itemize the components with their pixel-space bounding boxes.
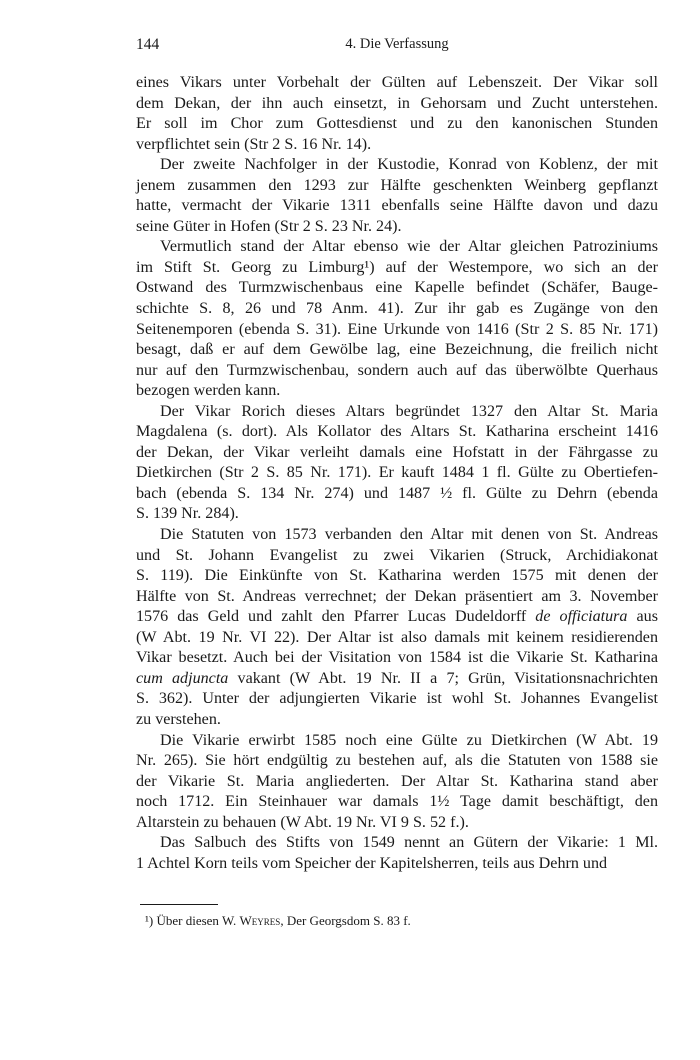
text-line: S. 139 Nr. 284). <box>136 505 239 523</box>
text-line: S. 119). Die Einkünfte von St. Katharina werden 1575 mit denen der <box>136 567 658 585</box>
text-line: (W Abt. 19 Nr. VI 22). Der Altar ist also damals mit keinem residierenden <box>136 628 658 646</box>
text-line: Die Statuten von 1573 verbanden den Altar mit denen von St. Andreas <box>160 526 658 544</box>
text-line: Magdalena (s. dort). Als Kollator des Altars St. Katharina erscheint 1416 <box>136 423 658 441</box>
text-line: jenem zusammen den 1293 zur Hälfte geschenkten Weinberg gepflanzt <box>136 176 658 194</box>
text-line: nur auf den Turmzwischenbau, sondern auch auf das überwölbte Querhaus <box>136 361 658 379</box>
text-line: Die Vikarie erwirbt 1585 noch eine Gülte zu Dietkirchen (W Abt. 19 <box>160 731 658 749</box>
text-line: Der Vikar Rorich dieses Altars begründet 1327 den Altar St. Maria <box>160 402 658 420</box>
text-line: Altarstein zu behauen (W Abt. 19 Nr. VI 9 S. 52 f.). <box>136 813 469 831</box>
text-line: Das Salbuch des Stifts von 1549 nennt an Gütern der Vikarie: 1 Ml. <box>160 834 658 852</box>
text-line: Vikar besetzt. Auch bei der Visitation von 1584 ist die Vikarie St. Katharina <box>136 649 658 667</box>
footnote <box>145 912 645 929</box>
text-line: schichte S. 8, 26 und 78 Anm. 41). Zur ihr gab es Zugänge von den <box>136 300 658 318</box>
text-line: Nr. 265). Sie hört endgültig zu bestehen auf, als die Statuten von 1588 sie <box>136 752 658 770</box>
text-line: cum adjuncta vakant (W Abt. 19 Nr. II a 7; Grün, Visitationsnachrichten <box>136 669 659 687</box>
text-line: Hälfte von St. Andreas verrechnet; der Dekan präsentiert am 3. November <box>136 587 658 605</box>
text-line: seine Güter in Hofen (Str 2 S. 23 Nr. 24). <box>136 217 402 235</box>
text-line: Dietkirchen (Str 2 S. 85 Nr. 171). Er kauft 1484 1 fl. Gülte zu Obertiefen- <box>136 464 658 482</box>
text-line: 1576 das Geld und zahlt den Pfarrer Lucas Dudeldorff de officiatura aus <box>136 608 658 626</box>
running-head: 4. Die Verfassung <box>345 36 449 52</box>
text-line: verpflichtet sein (Str 2 S. 16 Nr. 14). <box>136 135 372 153</box>
text-line: besagt, daß er auf dem Gewölbe lag, eine Bezeichnung, die freilich nicht <box>136 341 658 359</box>
page-number: 144 <box>136 36 160 53</box>
text-line: Der zweite Nachfolger in der Kustodie, Konrad von Koblenz, der mit <box>160 156 658 174</box>
text-line: zu verstehen. <box>136 710 221 728</box>
text-line: Ostwand des Turmzwischenbaus eine Kapelle befindet (Schäfer, Bauge- <box>136 279 658 297</box>
text-line: und St. Johann Evangelist zu zwei Vikarien (Struck, Archidiakonat <box>136 546 658 564</box>
text-line: bach (ebenda S. 134 Nr. 274) und 1487 ½ fl. Gülte zu Dehrn (ebenda <box>136 484 658 502</box>
text-line: Seitenemporen (ebenda S. 31). Eine Urkunde von 1416 (Str 2 S. 85 Nr. 171) <box>136 320 658 338</box>
footnote-text: Über diesen W. Weyres, Der Georgsdom S. 83 f. <box>156 913 411 928</box>
text-line: S. 362). Unter der adjungierten Vikarie ist wohl St. Johannes Evangelist <box>136 690 658 708</box>
text-line: der Dekan, der Vikar verleiht damals eine Hofstatt in der Fährgasse zu <box>136 443 658 461</box>
footnote-separator <box>140 904 218 905</box>
text-line: Vermutlich stand der Altar ebenso wie der Altar gleichen Patroziniums <box>160 238 658 256</box>
text-line: der Vikarie St. Maria angliederten. Der Altar St. Katharina stand aber <box>136 772 658 790</box>
text-line: eines Vikars unter Vorbehalt der Gülten auf Lebenszeit. Der Vikar soll <box>136 74 658 91</box>
text-line: Er soll im Chor zum Gottesdienst und zu den kanonischen Stunden <box>136 115 658 133</box>
text-line: dem Dekan, der ihn auch einsetzt, in Gehorsam und Zucht unterstehen. <box>136 94 658 112</box>
footnote-marker: ¹) <box>145 913 157 928</box>
text-line: noch 1712. Ein Steinhauer war damals 1½ Tage damit beschäftigt, den <box>136 793 658 811</box>
text-line: im Stift St. Georg zu Limburg¹) auf der Westempore, wo sich an der <box>136 258 658 276</box>
latin-term: de officiatura <box>535 608 628 626</box>
page-header <box>136 36 658 58</box>
text-line: hatte, vermacht der Vikarie 1311 ebenfalls seine Hälfte davon und dazu <box>136 197 658 215</box>
latin-term: cum adjuncta <box>136 669 229 687</box>
text-line: 1 Achtel Korn teils vom Speicher der Kapitelsherren, teils aus Dehrn und <box>136 854 608 872</box>
text-line: bezogen werden kann. <box>136 382 281 400</box>
body-text <box>136 73 658 874</box>
